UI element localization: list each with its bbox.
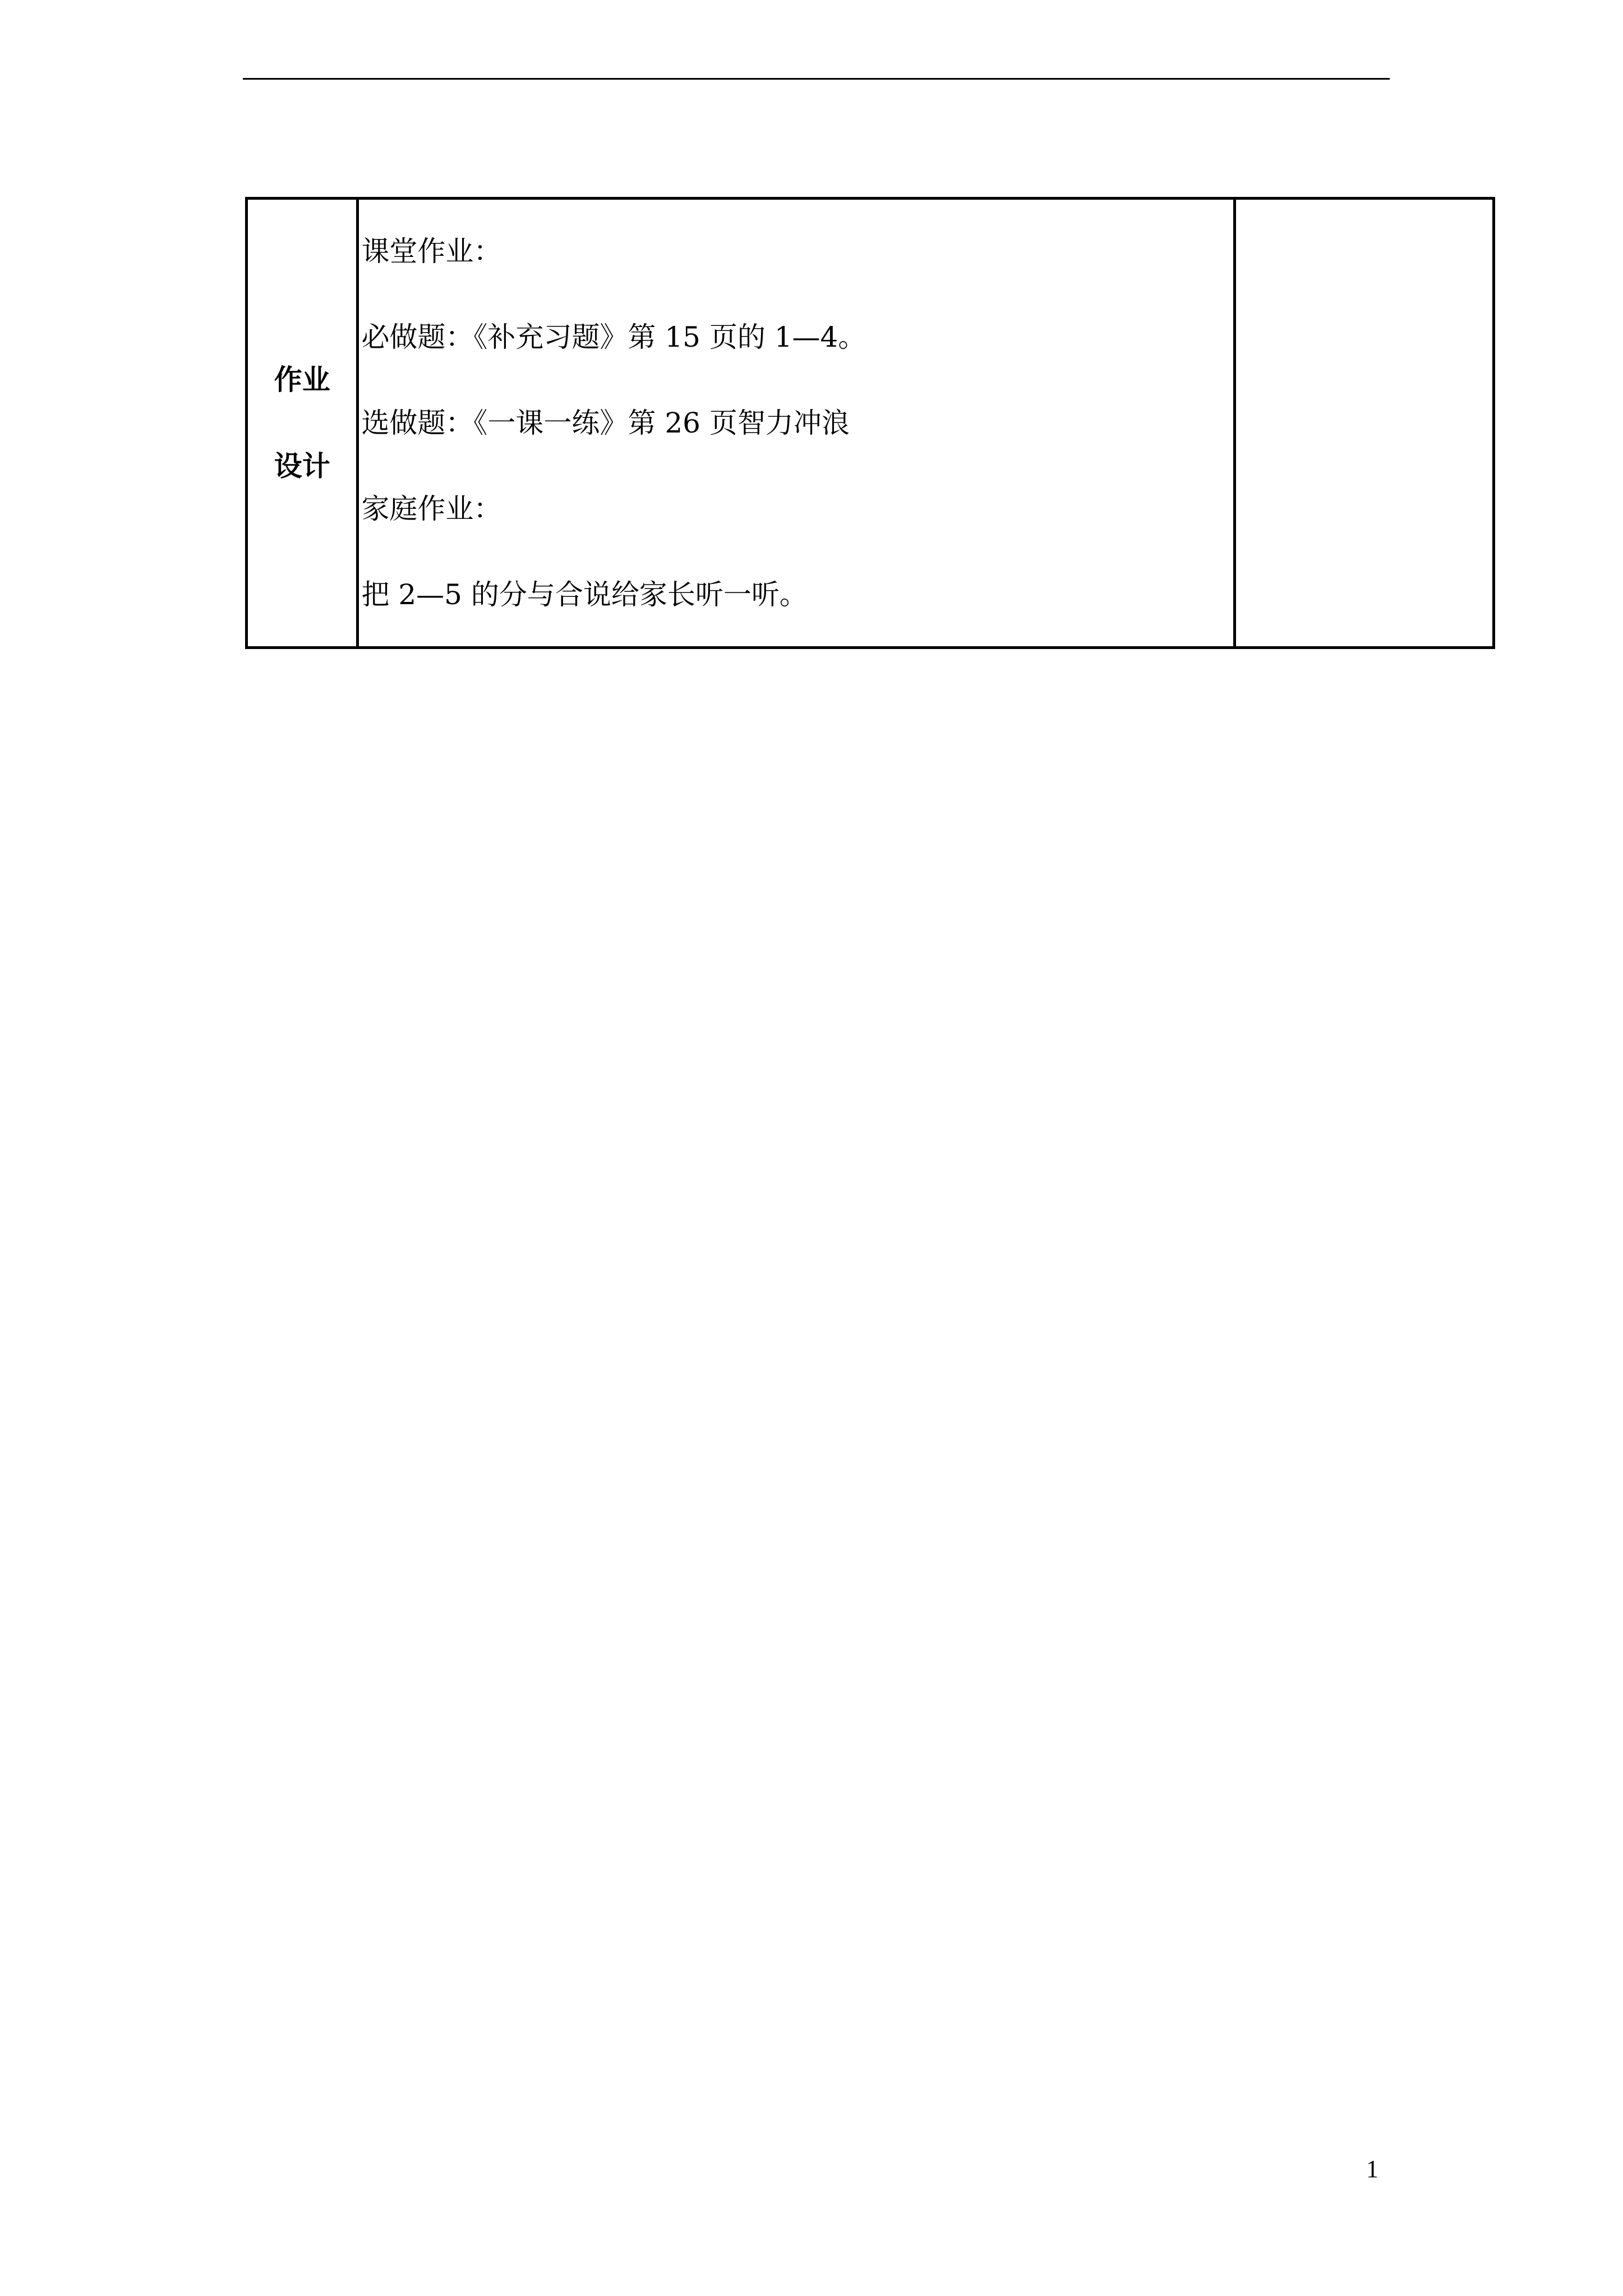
required-exercise: 必做题：《补充习题》第 15 页的 1—4。 (361, 321, 866, 353)
header-rule (243, 78, 1390, 80)
section-label-cell (247, 199, 358, 648)
section-label-line-1: 作业 (274, 364, 330, 396)
optional-exercise: 选做题：《一课一练》第 26 页智力冲浪 (361, 407, 850, 439)
classwork-heading: 课堂作业： (361, 235, 502, 268)
homework-heading: 家庭作业： (361, 493, 502, 525)
table-row (247, 199, 1494, 648)
page-number: 1 (1366, 2155, 1378, 2183)
homework-design-table (245, 197, 1495, 649)
section-label-line-2: 设计 (274, 450, 330, 482)
homework-content-cell (358, 199, 1235, 648)
home-exercise: 把 2—5 的分与合说给家长听一听。 (361, 578, 808, 611)
remark-cell (1234, 199, 1493, 648)
